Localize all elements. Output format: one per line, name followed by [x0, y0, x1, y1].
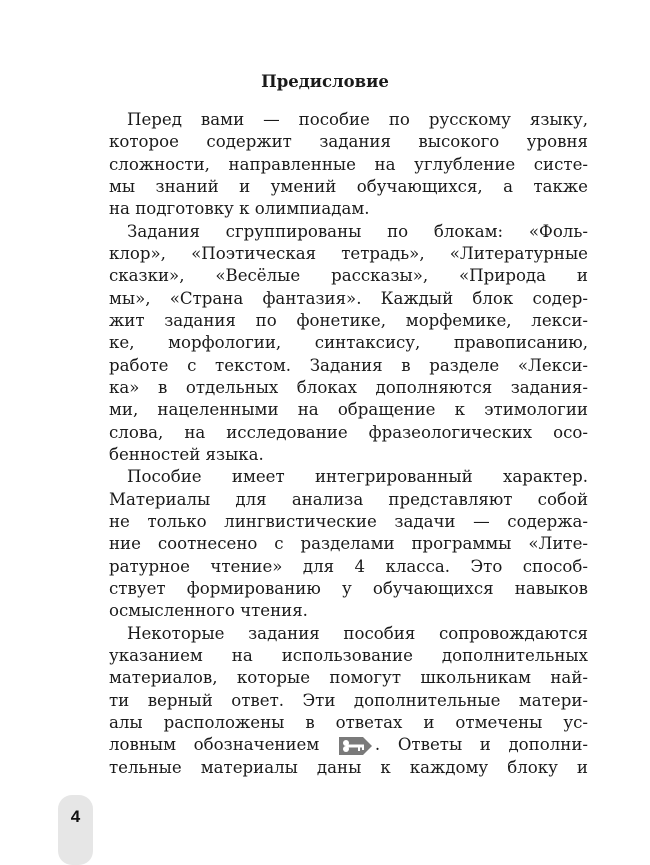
page-number: 4: [70, 807, 81, 826]
text-line: не только лингвистические задачи — содержа-: [109, 511, 588, 531]
text-line: ке, морфологии, синтаксису, правописанию,: [109, 333, 588, 353]
text-line: Пособие имеет интегрированный характер.: [127, 467, 588, 487]
text-line: Некоторые задания пособия сопровождаются: [127, 623, 588, 643]
text-line: ти верный ответ. Эти дополнительные матери-: [109, 690, 588, 710]
text-line: Задания сгруппированы по блокам: «Фоль-: [127, 221, 588, 241]
page-number-tab: [58, 795, 93, 865]
text-line: мы», «Страна фантазия». Каждый блок содер-: [109, 288, 588, 308]
text-line: тельные материалы даны к каждому блоку и: [109, 757, 588, 777]
text-line: [109, 734, 588, 756]
key-icon: [339, 736, 373, 756]
preface-body: [109, 109, 588, 779]
text-line: слова, на исследование фразеологических осо-: [109, 422, 588, 442]
text-segment: . Ответы и дополни-: [374, 735, 588, 755]
text-line: ратурное чтение» для 4 класса. Это способ-: [109, 556, 588, 576]
text-line: материалов, которые помогут школьникам най-: [109, 668, 588, 688]
text-line: ми, нацеленными на обращение к этимологии: [109, 400, 588, 420]
text-line: ние соотнесено с разделами программы «Лите-: [109, 534, 588, 554]
text-line: алы расположены в ответах и отмечены ус-: [109, 712, 588, 732]
text-line: которое содержит задания высокого уровня: [109, 132, 588, 152]
text-line: Материалы для анализа представляют собой: [109, 489, 588, 509]
text-line: сказки», «Весёлые рассказы», «Природа и: [109, 266, 588, 286]
text-line: осмысленного чтения.: [109, 601, 308, 621]
text-line: сложности, направленные на углубление систе-: [109, 154, 588, 174]
text-line: Перед вами — пособие по русскому языку,: [127, 110, 588, 129]
text-line: работе с текстом. Задания в разделе «Лекси-: [109, 355, 588, 375]
text-line: жит задания по фонетике, морфемике, лекси-: [109, 310, 588, 330]
page-title: Предисловие: [261, 72, 389, 91]
text-line: указанием на использование дополнительных: [109, 645, 588, 665]
text-line: клор», «Поэтическая тетрадь», «Литературные: [109, 243, 588, 263]
text-line: ка» в отдельных блоках дополняются задания-: [109, 377, 588, 397]
text-line: на подготовку к олимпиадам.: [109, 199, 370, 219]
text-segment: ловным обозначением: [109, 735, 320, 755]
text-line: бенностей языка.: [109, 444, 264, 464]
text-line: мы знаний и умений обучающихся, а также: [109, 176, 588, 196]
text-line: ствует формированию у обучающихся навыков: [109, 578, 588, 598]
